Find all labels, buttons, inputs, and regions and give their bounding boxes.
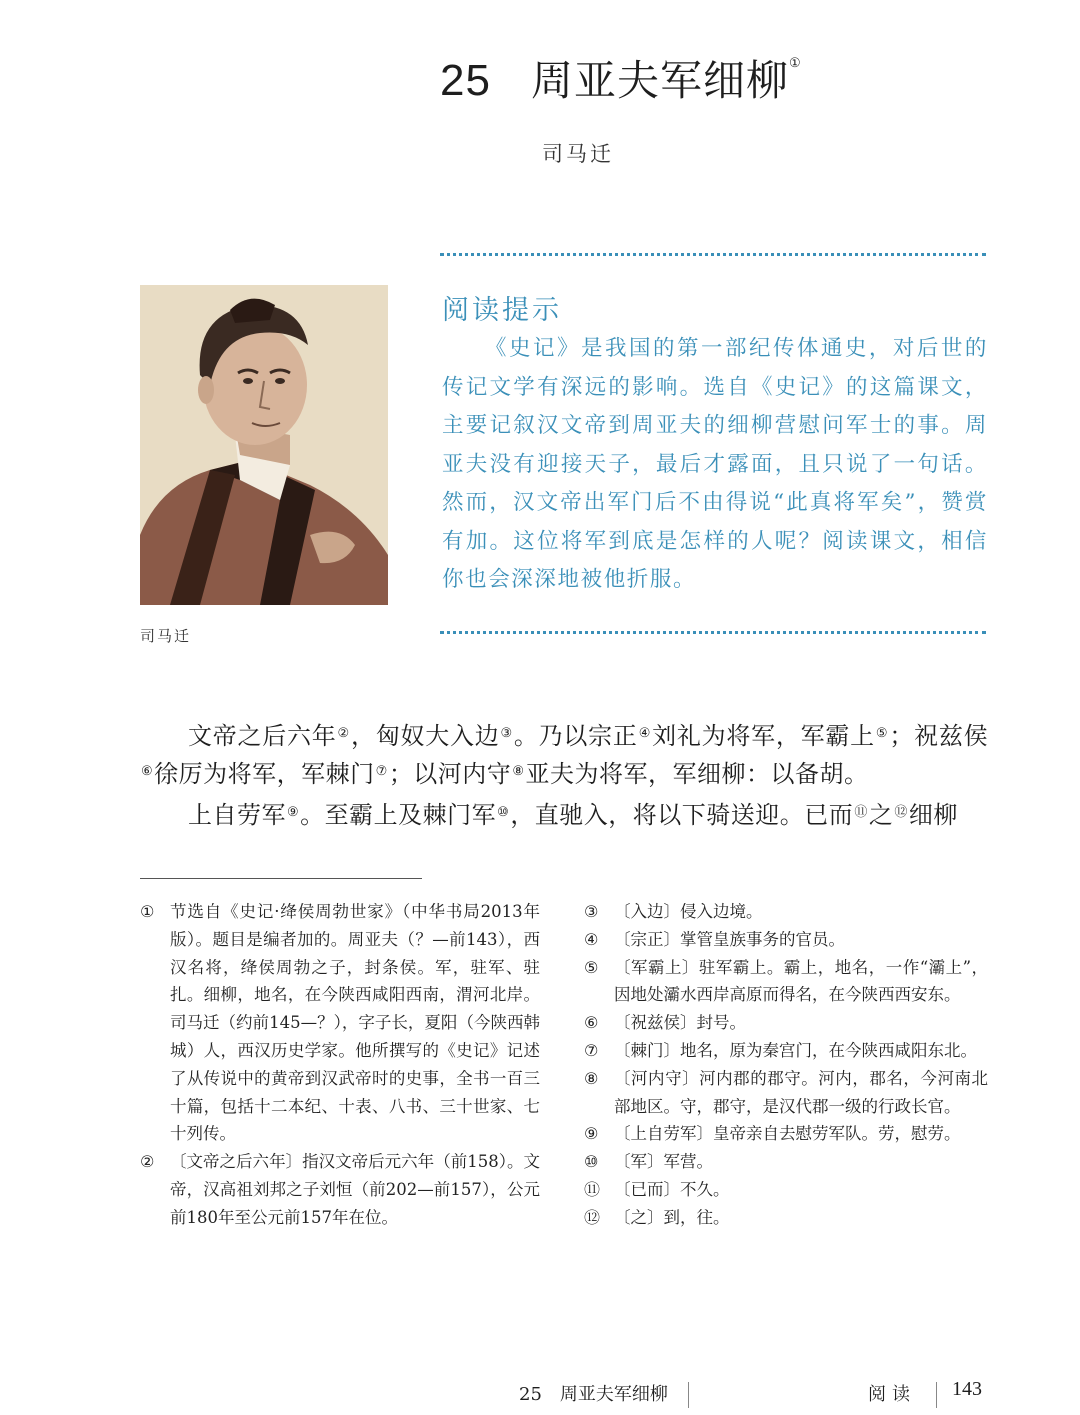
footer-separator [936,1382,937,1408]
lesson-number: 25 [440,56,491,105]
main-paragraph-2 [140,796,988,834]
text-segment: 。至霸上及棘门军 [300,801,497,829]
text-segment: 徐厉为将军，军棘门 [154,760,375,788]
footnotes-left-column [140,898,540,1232]
footer-separator [688,1382,689,1408]
footnote-text: 〔祝兹侯〕封号。 [614,1013,746,1033]
footnote-text: 〔军霸上〕驻军霸上。霸上，地名，一作“灞上”，因地处灞水西岸高原而得名，在今陕西西安东。 [614,957,988,1005]
footnote-item [584,1120,988,1148]
footnote-text: 〔文帝之后六年〕指汉文帝后元六年（前158）。文帝，汉高祖刘邦之子刘恒（前202—前157），公元前180年至公元前157年在位。 [170,1152,540,1227]
text-segment: 刘礼为将军，军霸上 [652,722,875,750]
footnote-number: ⑨ [584,1124,599,1144]
page-number: 143 [952,1378,982,1400]
footnote-number: ④ [584,929,599,949]
footer-section: 阅读 [868,1384,916,1405]
text-segment: ，直驰入，将以下骑送迎。已而 [510,801,854,829]
footnote-text: 〔宗正〕掌管皇族事务的官员。 [614,929,845,949]
text-segment: 上自劳军 [188,801,286,829]
footnote-marker[interactable]: ⑨ [287,805,300,820]
text-segment: 。乃以宗正 [513,722,638,750]
footnote-text: 〔已而〕不久。 [614,1179,730,1199]
text-segment: ，匈奴大入边 [350,722,500,750]
footnotes-right-column [584,898,988,1232]
footnote-text: 节选自《史记·绛侯周勃世家》（中华书局2013年版）。题目是编者加的。周亚夫（？—前143），西汉名将，绛侯周勃之子，封条侯。军，驻军、驻扎。细柳，地名，在今陕西咸阳西南，渭河北岸。司马迁（约前145—？），字子长，夏阳（今陕西韩城）人，西汉历史学家。他所撰写的《史记》记述了从传说中的黄帝到汉武帝时的史事，全书一百三十篇，包括十二本纪、十表、八书、三十世家、七十列传。 [170,902,540,1144]
footnote-number: ⑫ [584,1207,601,1227]
footnote-number: ② [140,1152,155,1172]
portrait-image [140,285,388,605]
footnote-item [584,1009,988,1037]
tip-top-divider [440,253,986,256]
lesson-title: 周亚夫军细柳 [530,56,789,105]
footnote-number: ③ [584,902,599,921]
title-footnote-marker: ① [788,56,801,71]
footnote-marker[interactable]: ⑧ [512,764,525,779]
footnote-item [584,1176,988,1204]
footnote-number: ⑪ [584,1179,601,1199]
portrait-caption: 司马迁 [140,627,192,645]
footnote-text: 〔之〕到，往。 [614,1207,730,1227]
footnote-item [584,1148,988,1176]
footnote-item [584,954,988,1010]
tip-bottom-divider [440,631,986,634]
footnote-number: ⑥ [584,1013,599,1033]
portrait-illustration [140,285,388,605]
footer-lesson-ref: 25 周亚夫军细柳 [519,1384,668,1405]
footnote-text: 〔上自劳军〕皇帝亲自去慰劳军队。劳，慰劳。 [614,1124,961,1144]
main-paragraph-1 [140,717,988,793]
reading-tip-heading: 阅读提示 [442,295,562,326]
text-segment: 亚夫为将军，军细柳：以备胡。 [525,760,869,788]
footnote-divider [140,878,422,879]
footnote-item [584,926,988,954]
text-segment: 文帝之后六年 [188,722,337,750]
text-segment: 之 [868,801,894,829]
text-segment: ；祝兹侯 [889,722,989,750]
footnote-marker[interactable]: ② [337,726,350,741]
text-segment: 细柳 [908,801,958,829]
footnote-number: ⑦ [584,1040,599,1060]
footnote-marker[interactable]: ③ [500,726,513,741]
footnote-item [584,1065,988,1121]
reading-tip-body: 《史记》是我国的第一部纪传体通史，对后世的传记文学有深远的影响。选自《史记》的这篇课文，主要记叙汉文帝到周亚夫的细柳营慰问军士的事。周亚夫没有迎接天子，最后才露面，且只说了一句话。然而，汉文帝出军门后不由得说“此真将军矣”，赞赏有加。这位将军到底是怎样的人呢？阅读课文，相信你也会深深地被他折服。 [442,336,988,592]
footnote-item [140,1148,540,1231]
footnote-marker[interactable]: ⑫ [894,805,908,820]
footnote-marker[interactable]: ⑪ [854,805,868,820]
footnote-marker[interactable]: ⑩ [497,805,510,820]
footnote-text: 〔河内守〕河内郡的郡守。河内，郡名，今河南北部地区。守，郡守，是汉代郡一级的行政长官。 [614,1068,988,1116]
lesson-heading [440,52,801,112]
footnote-number: ⑩ [584,1152,599,1172]
footnote-marker[interactable]: ⑥ [141,764,154,779]
footnote-item [584,898,988,926]
author: 司马迁 [542,142,614,166]
footnote-text: 〔军〕军营。 [614,1152,713,1172]
footnote-number: ⑧ [584,1068,599,1088]
footnote-marker[interactable]: ④ [638,726,652,741]
footnote-item [140,898,540,1148]
footnote-number: ⑤ [584,957,599,977]
footnote-marker[interactable]: ⑤ [875,726,889,741]
footnote-number: ① [140,902,155,921]
footnote-item [584,1204,988,1232]
footnote-marker[interactable]: ⑦ [375,764,388,779]
footnote-item [584,1037,988,1065]
footnote-text: 〔棘门〕地名，原为秦宫门，在今陕西咸阳东北。 [614,1040,977,1060]
footnote-text: 〔入边〕侵入边境。 [614,902,763,921]
text-segment: ；以河内守 [388,760,512,788]
